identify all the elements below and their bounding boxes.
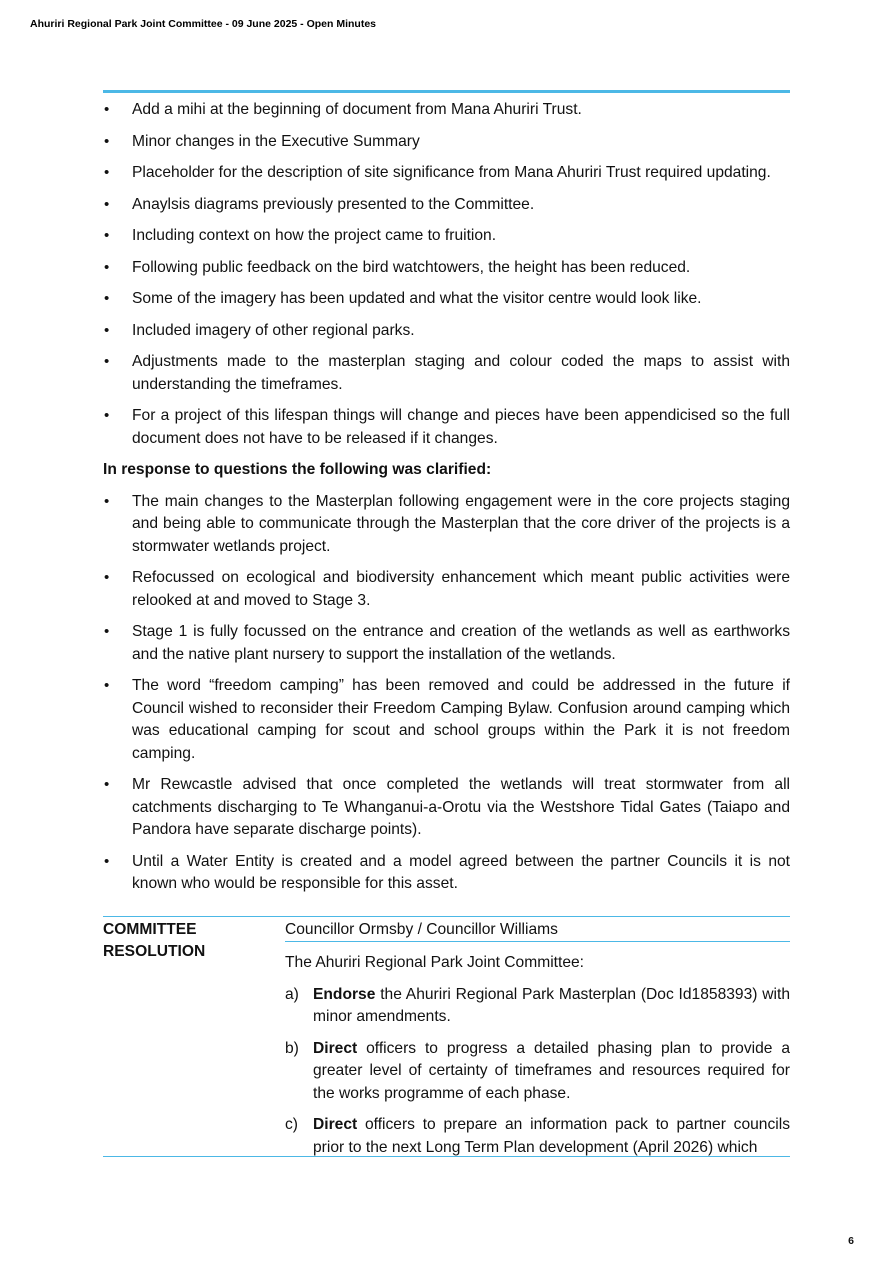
list-item-text: Stage 1 is fully focussed on the entrance and creation of the wetlands as well as earthworks and the native plant nursery to support the installation of the wetlands.: [132, 623, 790, 663]
list-item: [103, 675, 790, 765]
resolution-item: [285, 1038, 790, 1106]
list-item: [103, 257, 790, 280]
list-item: [103, 225, 790, 248]
bullet-list-clarified: [103, 491, 790, 896]
list-item: [103, 99, 790, 122]
resolution-item-verb: Direct: [313, 1116, 358, 1133]
list-item-text: Mr Rewcastle advised that once completed the wetlands will treat stormwater from all catchments discharging to Te Whanganui-a-Orotu via the Westshore Tidal Gates (Taiapo and Pandora have separate discharge points).: [132, 776, 790, 838]
list-item-text: Add a mihi at the beginning of document from Mana Ahuriri Trust.: [132, 101, 582, 118]
bullet-icon: •: [104, 776, 110, 793]
resolution-items: [285, 984, 790, 1157]
resolution-label-line2: RESOLUTION: [103, 943, 206, 960]
list-item-text: The word “freedom camping” has been removed and could be addressed in the future if Council wished to reconsider their Freedom Camping Bylaw. Confusion around camping which was educational camping for scout and school groups within the Park it is not freedom camping.: [132, 677, 790, 762]
list-item: [103, 491, 790, 559]
page-number: 6: [848, 1235, 854, 1247]
bullet-icon: •: [104, 492, 110, 510]
resolution-item-text: officers to progress a detailed phasing plan to provide a greater level of certainty of timeframes and resources required for the works programme of each phase.: [313, 1039, 790, 1102]
bullet-icon: •: [104, 164, 110, 181]
bullet-icon: •: [104, 132, 110, 150]
bullet-icon: •: [104, 227, 110, 244]
bullet-icon: •: [104, 321, 110, 339]
list-item-text: Following public feedback on the bird watchtowers, the height has been reduced.: [132, 258, 691, 276]
bullet-icon: •: [104, 101, 110, 118]
list-item: [103, 351, 790, 396]
resolution-body: [285, 917, 790, 1156]
list-item-text: Included imagery of other regional parks.: [132, 321, 415, 339]
bullet-icon: •: [104, 195, 110, 213]
top-rule: [103, 90, 790, 93]
resolution-item-verb: Endorse: [313, 985, 376, 1003]
resolution-item-letter: a): [285, 985, 299, 1003]
list-item-text: Refocussed on ecological and biodiversity enhancement which meant public activities were relooked at and moved to Stage 3.: [132, 569, 790, 609]
resolution-item-letter: b): [285, 1039, 299, 1057]
list-item: [103, 131, 790, 154]
list-item: [103, 621, 790, 666]
list-item: [103, 851, 790, 896]
committee-resolution-table: [103, 916, 790, 1157]
resolution-item-letter: c): [285, 1116, 298, 1133]
list-item-text: Until a Water Entity is created and a model agreed between the partner Councils it is not known who would be responsible for this asset.: [132, 852, 790, 892]
list-item: [103, 567, 790, 612]
bullet-icon: •: [104, 258, 110, 276]
list-item-text: Adjustments made to the masterplan staging and colour coded the maps to assist with understanding the timeframes.: [132, 353, 790, 393]
list-item: [103, 288, 790, 311]
list-item-text: Some of the imagery has been updated and what the visitor centre would look like.: [132, 290, 702, 307]
bullet-icon: •: [104, 623, 110, 640]
resolution-movers: Councillor Ormsby / Councillor Williams: [285, 917, 790, 943]
resolution-intro: The Ahuriri Regional Park Joint Committee:: [285, 954, 585, 971]
bullet-icon: •: [104, 569, 110, 586]
list-item-text: Anaylsis diagrams previously presented to the Committee.: [132, 195, 535, 213]
list-item-text: Minor changes in the Executive Summary: [132, 132, 420, 150]
bullet-icon: •: [104, 852, 110, 870]
bullet-list-changes: [103, 99, 790, 450]
bullet-icon: •: [104, 353, 110, 370]
bullet-icon: •: [104, 290, 110, 307]
list-item: [103, 405, 790, 450]
list-item-text: The main changes to the Masterplan following engagement were in the core projects staging and being able to communicate through the Masterplan that the core driver of the projects is a stormwater wetlands project.: [132, 492, 790, 555]
resolution-item: [285, 984, 790, 1029]
resolution-item: [285, 1114, 790, 1157]
resolution-label: [103, 917, 285, 1156]
resolution-item-verb: Direct: [313, 1039, 358, 1057]
resolution-item-text: officers to prepare an information pack to partner councils prior to the next Long Term Plan development (April 2026) which: [313, 1116, 790, 1156]
list-item: [103, 320, 790, 343]
list-item: [103, 194, 790, 217]
resolution-label-line1: COMMITTEE: [103, 920, 197, 938]
list-item-text: For a project of this lifespan things will change and pieces have been appendicised so the full document does not have to be released if it changes.: [132, 407, 790, 447]
resolution-item-text: the Ahuriri Regional Park Masterplan (Doc Id1858393) with minor amendments.: [313, 985, 790, 1025]
list-item-text: Including context on how the project came to fruition.: [132, 227, 497, 244]
list-item: [103, 162, 790, 185]
bullet-icon: •: [104, 407, 110, 424]
list-item-text: Placeholder for the description of site significance from Mana Ahuriri Trust required updating.: [132, 164, 771, 181]
page-header: Ahuriri Regional Park Joint Committee - 09 June 2025 - Open Minutes: [30, 18, 376, 30]
bullet-icon: •: [104, 677, 110, 694]
clarified-heading: In response to questions the following was clarified:: [103, 461, 492, 478]
minutes-content: [103, 90, 790, 1157]
list-item: [103, 774, 790, 842]
